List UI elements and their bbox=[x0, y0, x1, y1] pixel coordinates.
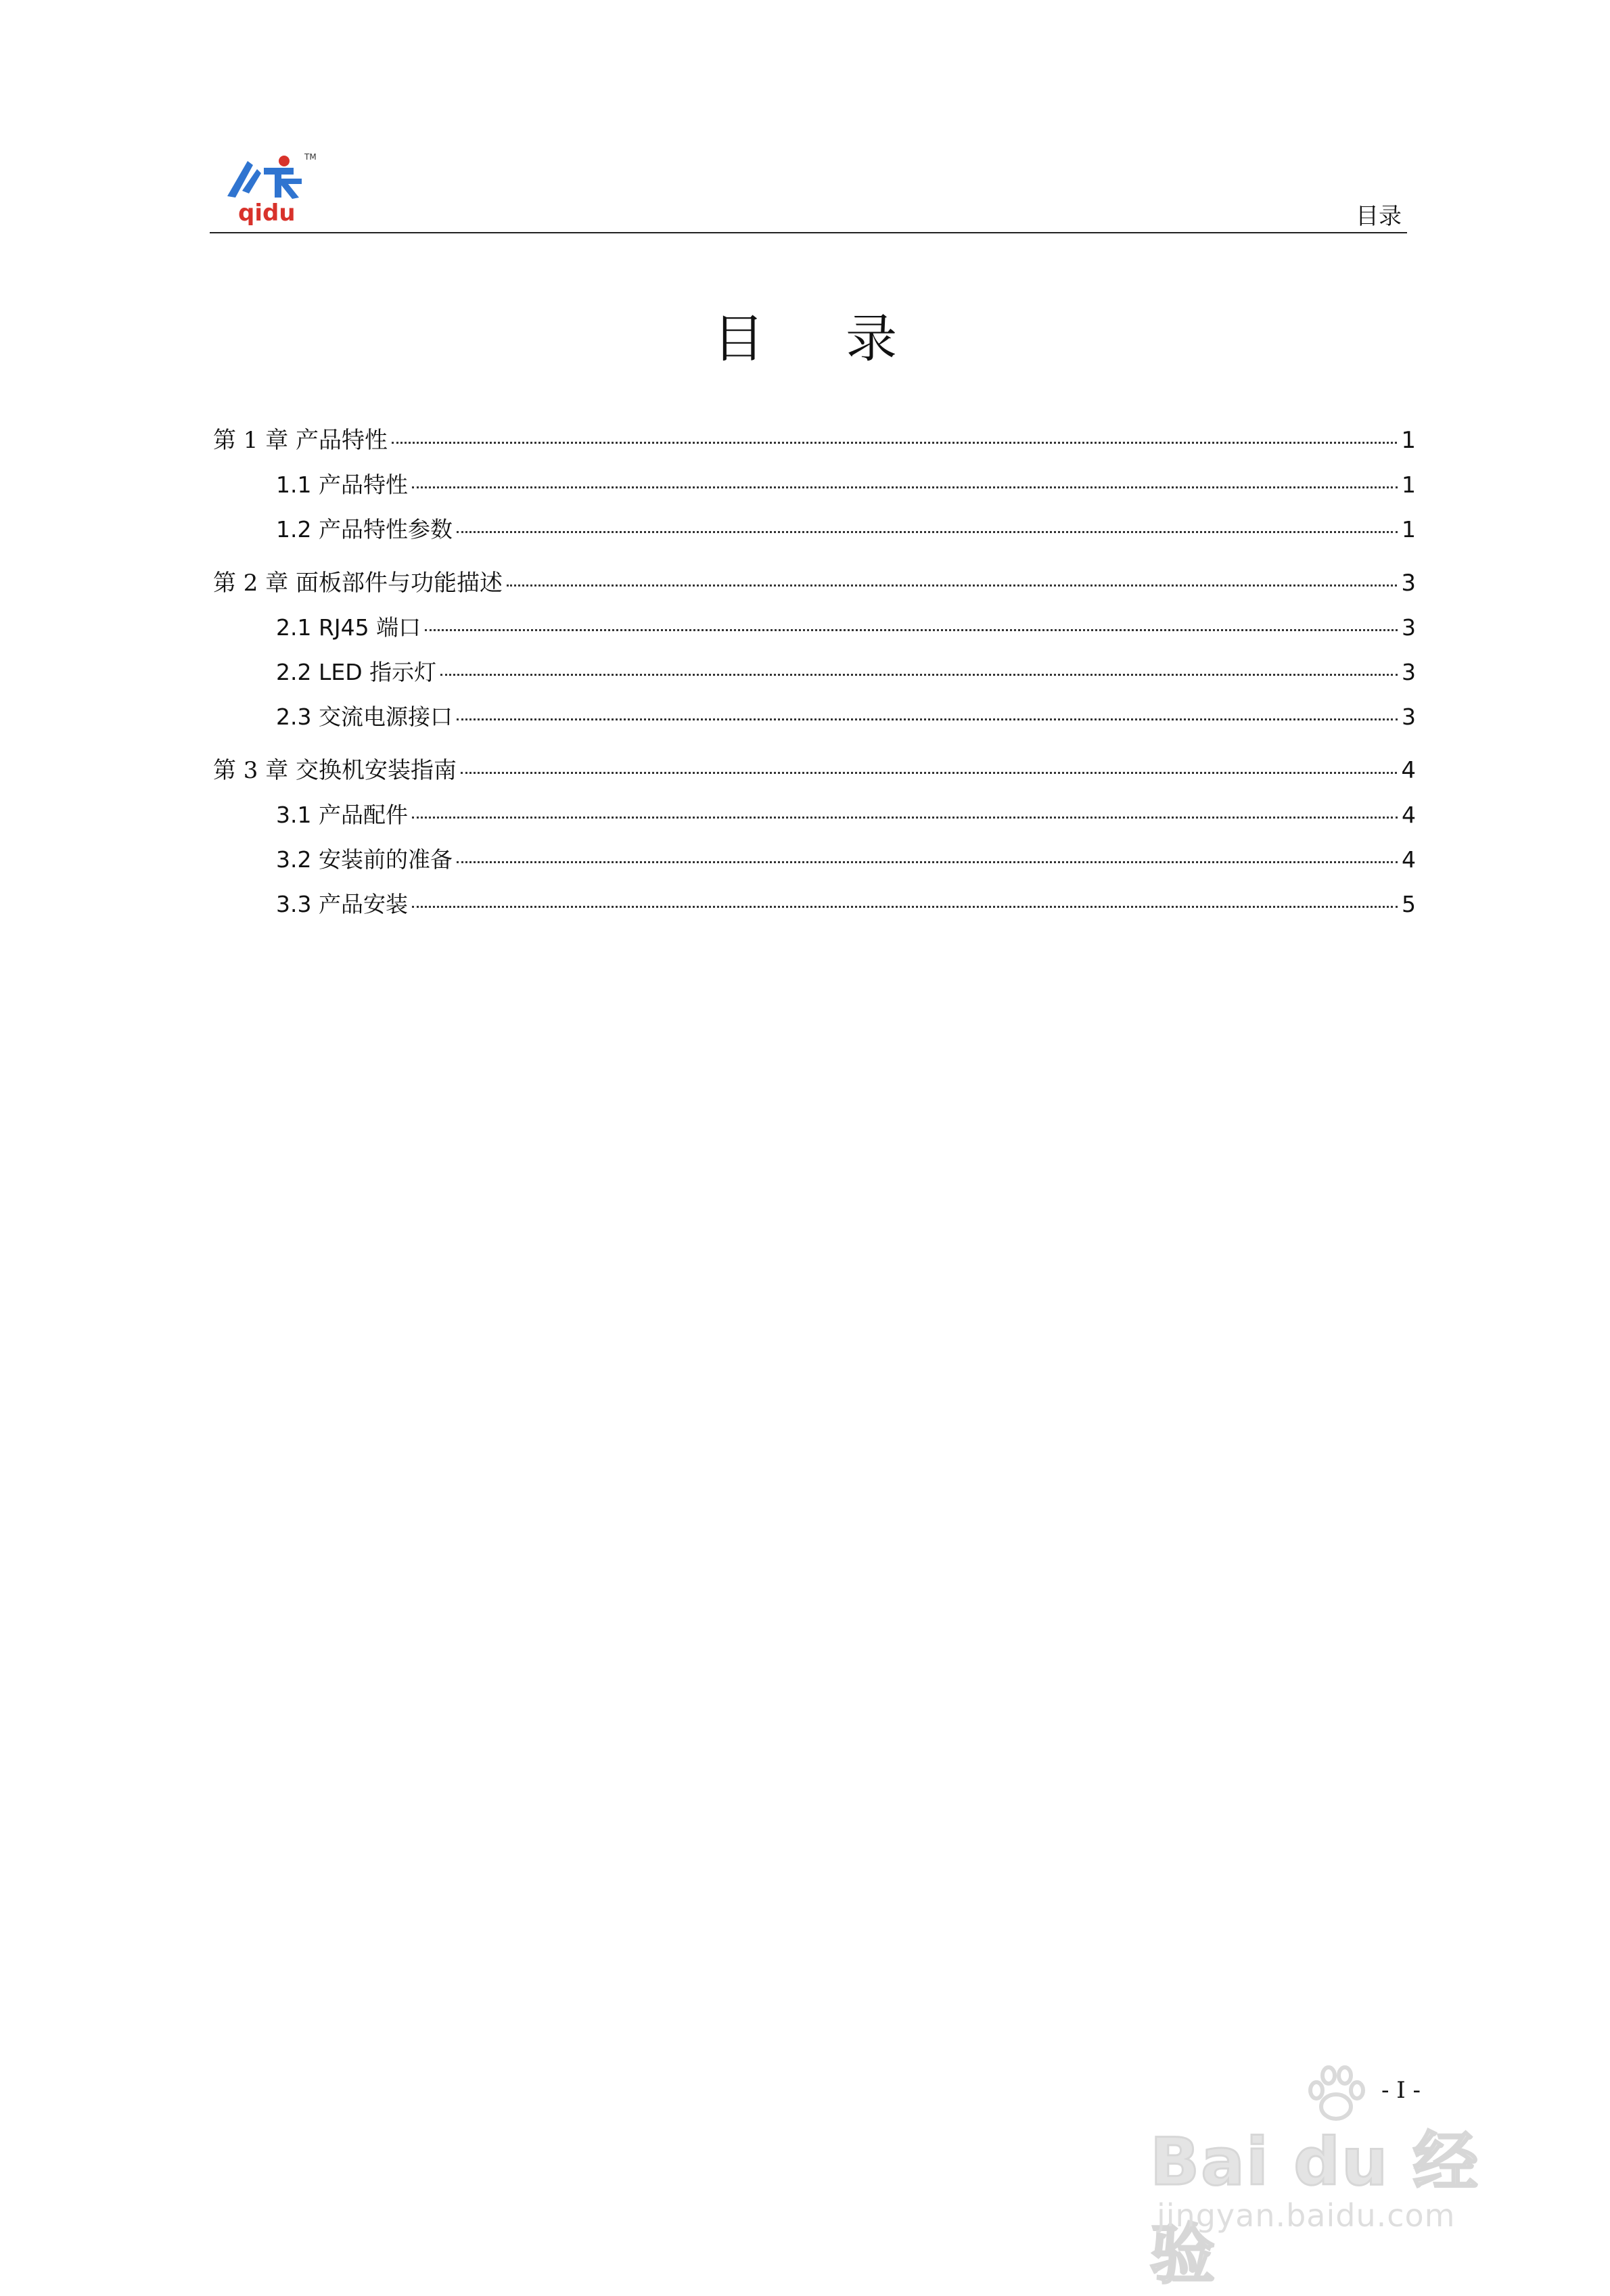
toc-entry-label: 1.1 产品特性 bbox=[276, 472, 408, 498]
toc-entry-label: 1.2 产品特性参数 bbox=[276, 516, 453, 543]
toc-section-entry[interactable] bbox=[213, 793, 1416, 837]
header-section-title: 目录 bbox=[1356, 203, 1402, 230]
page-header bbox=[210, 142, 1407, 233]
watermark-url: jingyan.baidu.com bbox=[1157, 2197, 1456, 2234]
header-rule bbox=[210, 232, 1407, 233]
toc-section-entry[interactable] bbox=[213, 650, 1416, 695]
toc-leader-dots bbox=[412, 486, 1398, 488]
toc-entry-label: 第 1 章 产品特性 bbox=[213, 427, 388, 454]
svg-text:TM: TM bbox=[304, 152, 317, 162]
toc-section-entry[interactable] bbox=[213, 837, 1416, 882]
toc-section-entry[interactable] bbox=[213, 605, 1416, 650]
toc-entry-page: 1 bbox=[1401, 427, 1416, 454]
toc-leader-dots bbox=[457, 531, 1398, 533]
toc-leader-dots bbox=[440, 674, 1398, 676]
toc-entry-label: 3.2 安装前的准备 bbox=[276, 846, 453, 873]
toc-leader-dots bbox=[457, 718, 1398, 720]
toc-entry-page: 5 bbox=[1402, 891, 1416, 917]
toc-leader-dots bbox=[412, 906, 1398, 908]
toc-entry-label: 3.1 产品配件 bbox=[276, 802, 408, 828]
document-title: 目 录 bbox=[712, 308, 930, 369]
toc-entry-page: 1 bbox=[1402, 516, 1416, 543]
toc-leader-dots bbox=[457, 861, 1398, 863]
toc-leader-dots bbox=[392, 442, 1397, 444]
toc-leader-dots bbox=[412, 817, 1398, 819]
toc-entry-page: 4 bbox=[1402, 846, 1416, 873]
toc-entry-page: 1 bbox=[1402, 472, 1416, 498]
toc-chapter-entry[interactable] bbox=[213, 561, 1416, 605]
toc-entry-label: 2.2 LED 指示灯 bbox=[276, 659, 437, 685]
toc-leader-dots bbox=[425, 629, 1398, 631]
toc-entry-page: 3 bbox=[1401, 570, 1416, 597]
toc-leader-dots bbox=[507, 584, 1397, 587]
toc-leader-dots bbox=[461, 772, 1397, 774]
toc-entry-page: 4 bbox=[1401, 757, 1416, 784]
toc-entry-label: 第 2 章 面板部件与功能描述 bbox=[213, 570, 503, 597]
toc-entry-page: 3 bbox=[1402, 614, 1416, 641]
svg-text:qidu: qidu bbox=[238, 200, 296, 227]
toc-entry-page: 3 bbox=[1402, 704, 1416, 730]
toc-entry-label: 第 3 章 交换机安装指南 bbox=[213, 757, 457, 784]
toc-entry-page: 3 bbox=[1402, 659, 1416, 685]
watermark-brand: Bai du 经验 bbox=[1150, 2124, 1479, 2293]
toc-chapter-entry[interactable] bbox=[213, 418, 1416, 463]
toc-section-entry[interactable] bbox=[213, 695, 1416, 739]
toc-chapter-entry[interactable] bbox=[213, 748, 1416, 793]
page-number: - I - bbox=[1381, 2077, 1421, 2104]
toc-section-entry[interactable] bbox=[213, 507, 1416, 552]
baidu-jingyan-watermark bbox=[1143, 2043, 1522, 2293]
toc-entry-page: 4 bbox=[1402, 802, 1416, 828]
toc-section-entry[interactable] bbox=[213, 463, 1416, 507]
toc-entry-label: 2.1 RJ45 端口 bbox=[276, 614, 421, 641]
toc-entry-label: 2.3 交流电源接口 bbox=[276, 704, 453, 730]
company-logo bbox=[215, 149, 323, 230]
toc-section-entry[interactable] bbox=[213, 882, 1416, 927]
table-of-contents bbox=[213, 418, 1416, 927]
toc-entry-label: 3.3 产品安装 bbox=[276, 891, 408, 917]
